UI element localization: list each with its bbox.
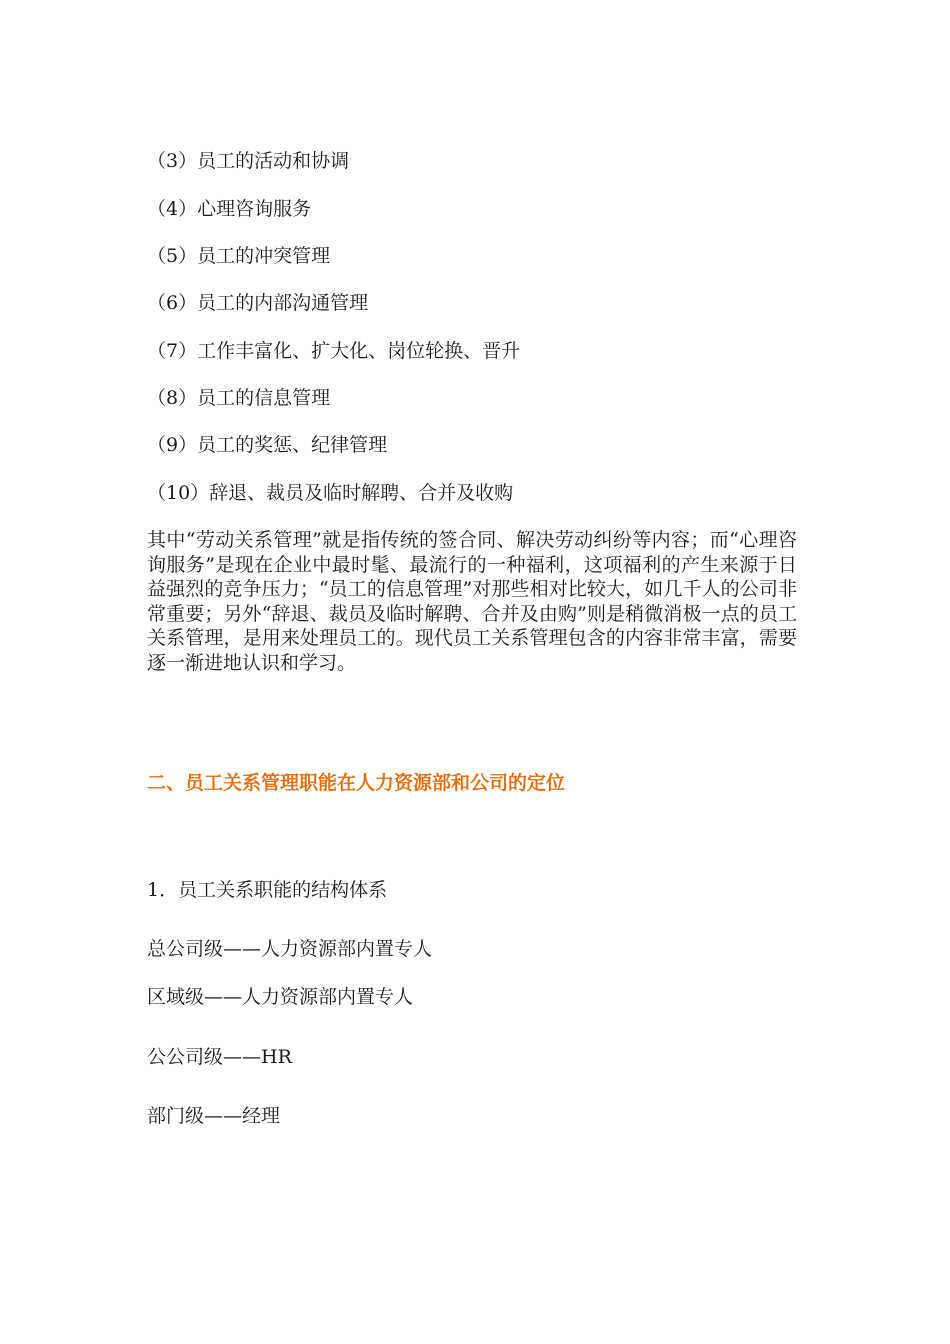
structure-line: 公公司级——HR [147,1046,292,1068]
sub-heading: 1．员工关系职能的结构体系 [147,879,388,901]
list-item: （7）工作丰富化、扩大化、岗位轮换、晋升 [147,340,521,362]
list-item: （10）辞退、裁员及临时解聘、合并及收购 [147,482,514,504]
structure-line: 部门级——经理 [147,1105,281,1127]
list-item: （5）员工的冲突管理 [147,245,331,267]
structure-line: 区域级——人力资源部内置专人 [147,986,414,1008]
body-paragraph: 其中“劳动关系管理”就是指传统的签合同、解决劳动纠纷等内容；而“心理咨询服务”是现在企业中最时髦、最流行的一种福利，这项福利的产生来源于日益强烈的竞争压力；“员工的信息管理”对那些相对比较大，如几千人的公司非常重要；另外“辞退、裁员及临时解聘、合并及由购”则是稍微消极一点的员工关系管理，是用来处理员工的。现代员工关系管理包含的内容非常丰富，需要逐一渐进地认识和学习。 [147,529,797,674]
list-item: （6）员工的内部沟通管理 [147,292,369,314]
list-item: （8）员工的信息管理 [147,387,331,409]
list-item: （3）员工的活动和协调 [147,150,350,172]
list-item: （4）心理咨询服务 [147,198,312,220]
list-item: （9）员工的奖惩、纪律管理 [147,434,388,456]
structure-line: 总公司级——人力资源部内置专人 [147,938,433,960]
section-heading: 二、员工关系管理职能在人力资源部和公司的定位 [147,772,566,794]
